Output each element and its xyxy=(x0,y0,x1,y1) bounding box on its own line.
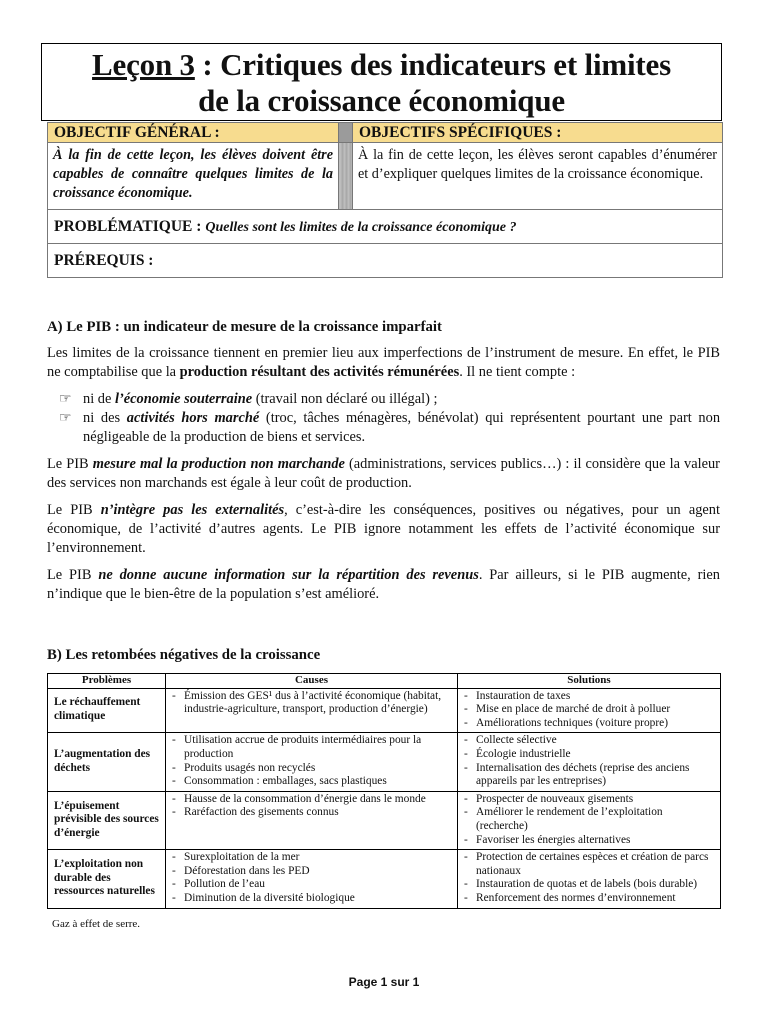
solutions-list xyxy=(462,734,716,788)
problematique-question: Quelles sont les limites de la croissance économique ? xyxy=(205,219,517,235)
general-objective-text: À la fin de cette leçon, les élèves doivent être capables de connaître quelques limites de la croissance économique. xyxy=(48,143,339,210)
table-row xyxy=(48,850,721,908)
prerequis-row xyxy=(48,244,723,278)
column-separator xyxy=(339,123,353,143)
list-item: - Améliorer le rendement de l’exploitation (recherche) xyxy=(464,806,663,832)
table-row xyxy=(48,688,721,733)
list-item: - Améliorations techniques (voiture propre) xyxy=(464,716,669,729)
column-header: Solutions xyxy=(458,674,721,689)
specific-objectives-header: OBJECTIFS SPÉCIFIQUES : xyxy=(353,123,723,143)
table-row xyxy=(48,791,721,849)
solutions-list xyxy=(462,851,716,905)
problem-cell: L’augmentation des déchets xyxy=(48,733,166,791)
list-item: - Écologie industrielle xyxy=(464,747,571,760)
pointing-hand-icon: ☞ xyxy=(59,411,72,426)
list-item: - Utilisation accrue de produits intermédiaires pour la production xyxy=(172,734,422,760)
list-item: - Instauration de taxes xyxy=(464,689,571,702)
section-a-heading: A) Le PIB : un indicateur de mesure de la croissance imparfait xyxy=(47,319,442,335)
list-item: - Mise en place de marché de droit à polluer xyxy=(464,703,671,716)
list-item: - Diminution de la diversité biologique xyxy=(172,891,355,904)
problematique-label: PROBLÉMATIQUE : xyxy=(54,217,202,235)
section-a xyxy=(47,318,720,612)
column-header: Causes xyxy=(166,674,458,689)
list-item: - Instauration de quotas et de labels (bois durable) xyxy=(464,878,698,891)
footnote: Gaz à effet de serre. xyxy=(52,918,141,930)
specific-objectives-text: À la fin de cette leçon, les élèves seront capables d’énumérer et d’expliquer quelques limites de la croissance économique. xyxy=(353,143,723,210)
list-item: - Renforcement des normes d’environnement xyxy=(464,891,676,904)
problematique-row xyxy=(48,210,723,244)
column-header: Problèmes xyxy=(48,674,166,689)
list-item: - Consommation : emballages, sacs plastiques xyxy=(172,775,387,788)
title-line-1: Critiques des indicateurs et limites xyxy=(220,47,671,82)
paragraph-3: Le PIB n’intègre pas les externalités, c’est-à-dire les conséquences, positives ou négatives, pour un agent économique, de l’activité d’autres agents. Le PIB ignore notamment les effets de l’activité économique sur l’environnement. xyxy=(47,502,720,556)
list-item: - Raréfaction des gisements connus xyxy=(172,806,339,819)
list-item: ☞ ni de l’économie souterraine (travail non déclaré ou illégal) ; xyxy=(59,391,438,407)
solutions-list xyxy=(462,690,716,731)
solutions-cell xyxy=(458,850,721,908)
column-separator xyxy=(339,143,353,210)
causes-list xyxy=(170,734,453,788)
general-objective-header: OBJECTIF GÉNÉRAL : xyxy=(48,123,339,143)
section-b-heading: B) Les retombées négatives de la croissance xyxy=(47,647,321,663)
paragraph-4: Le PIB ne donne aucune information sur la répartition des revenus. Par ailleurs, si le PIB augmente, rien n’indique que le bien-être de la population s’est amélioré. xyxy=(47,567,720,602)
list-item: - Internalisation des déchets (reprise des anciens appareils par les entreprises) xyxy=(464,761,690,788)
paragraph-2: Le PIB mesure mal la production non marchande (administrations, services publics…) : il considère que la valeur des services non marchands est égale à leur coût de production. xyxy=(47,456,720,491)
list-item: - Hausse de la consommation d’énergie dans le monde xyxy=(172,792,426,805)
list-item: ☞ ni des activités hors marché (troc, tâches ménagères, bénévolat) qui représentent pourtant une part non négligeable de la production de biens et services. xyxy=(59,410,721,445)
causes-list xyxy=(170,851,453,905)
problems-table xyxy=(47,673,721,909)
table-row xyxy=(48,733,721,791)
problem-cell: Le réchauffement climatique xyxy=(48,688,166,733)
solutions-cell xyxy=(458,688,721,733)
causes-cell xyxy=(166,791,458,849)
list-item: - Favoriser les énergies alternatives xyxy=(464,833,631,846)
list-item: - Déforestation dans les PED xyxy=(172,864,310,877)
list-item: - Collecte sélective xyxy=(464,734,557,747)
list-item: - Produits usagés non recyclés xyxy=(172,761,316,774)
causes-list xyxy=(170,793,453,820)
lesson-number: Leçon 3 xyxy=(92,47,195,82)
table-header-row xyxy=(48,674,721,689)
solutions-cell xyxy=(458,791,721,849)
problem-cell: L’épuisement prévisible des sources d’énergie xyxy=(48,791,166,849)
causes-list xyxy=(170,690,453,717)
solutions-cell xyxy=(458,733,721,791)
prerequis-label: PRÉREQUIS : xyxy=(54,251,154,269)
list-item: - Émission des GES¹ dus à l’activité économique (habitat, industrie-agriculture, transport, production d’énergie) xyxy=(172,689,442,716)
paragraph-1: Les limites de la croissance tiennent en premier lieu aux imperfections de l’instrument de mesure. En effet, le PIB ne comptabilise que la production résultant des activités rémunérées. Il ne tient compte : xyxy=(47,345,720,380)
bullet-list xyxy=(47,390,720,447)
problem-cell: L’exploitation non durable des ressources naturelles xyxy=(48,850,166,908)
lesson-title: Leçon 3 : Critiques des indicateurs et limites de la croissance économique xyxy=(41,43,722,121)
pointing-hand-icon: ☞ xyxy=(59,392,72,407)
causes-cell xyxy=(166,733,458,791)
list-item: - Surexploitation de la mer xyxy=(172,851,300,864)
objectives-table xyxy=(47,122,723,278)
causes-cell xyxy=(166,688,458,733)
list-item: - Prospecter de nouveaux gisements xyxy=(464,792,634,805)
solutions-list xyxy=(462,793,716,847)
page-number: Page 1 sur 1 xyxy=(348,975,420,989)
list-item: - Protection de certaines espèces et création de parcs nationaux xyxy=(464,851,709,877)
list-item: - Pollution de l’eau xyxy=(172,878,265,891)
causes-cell xyxy=(166,850,458,908)
title-line-2: de la croissance économique xyxy=(198,83,565,118)
